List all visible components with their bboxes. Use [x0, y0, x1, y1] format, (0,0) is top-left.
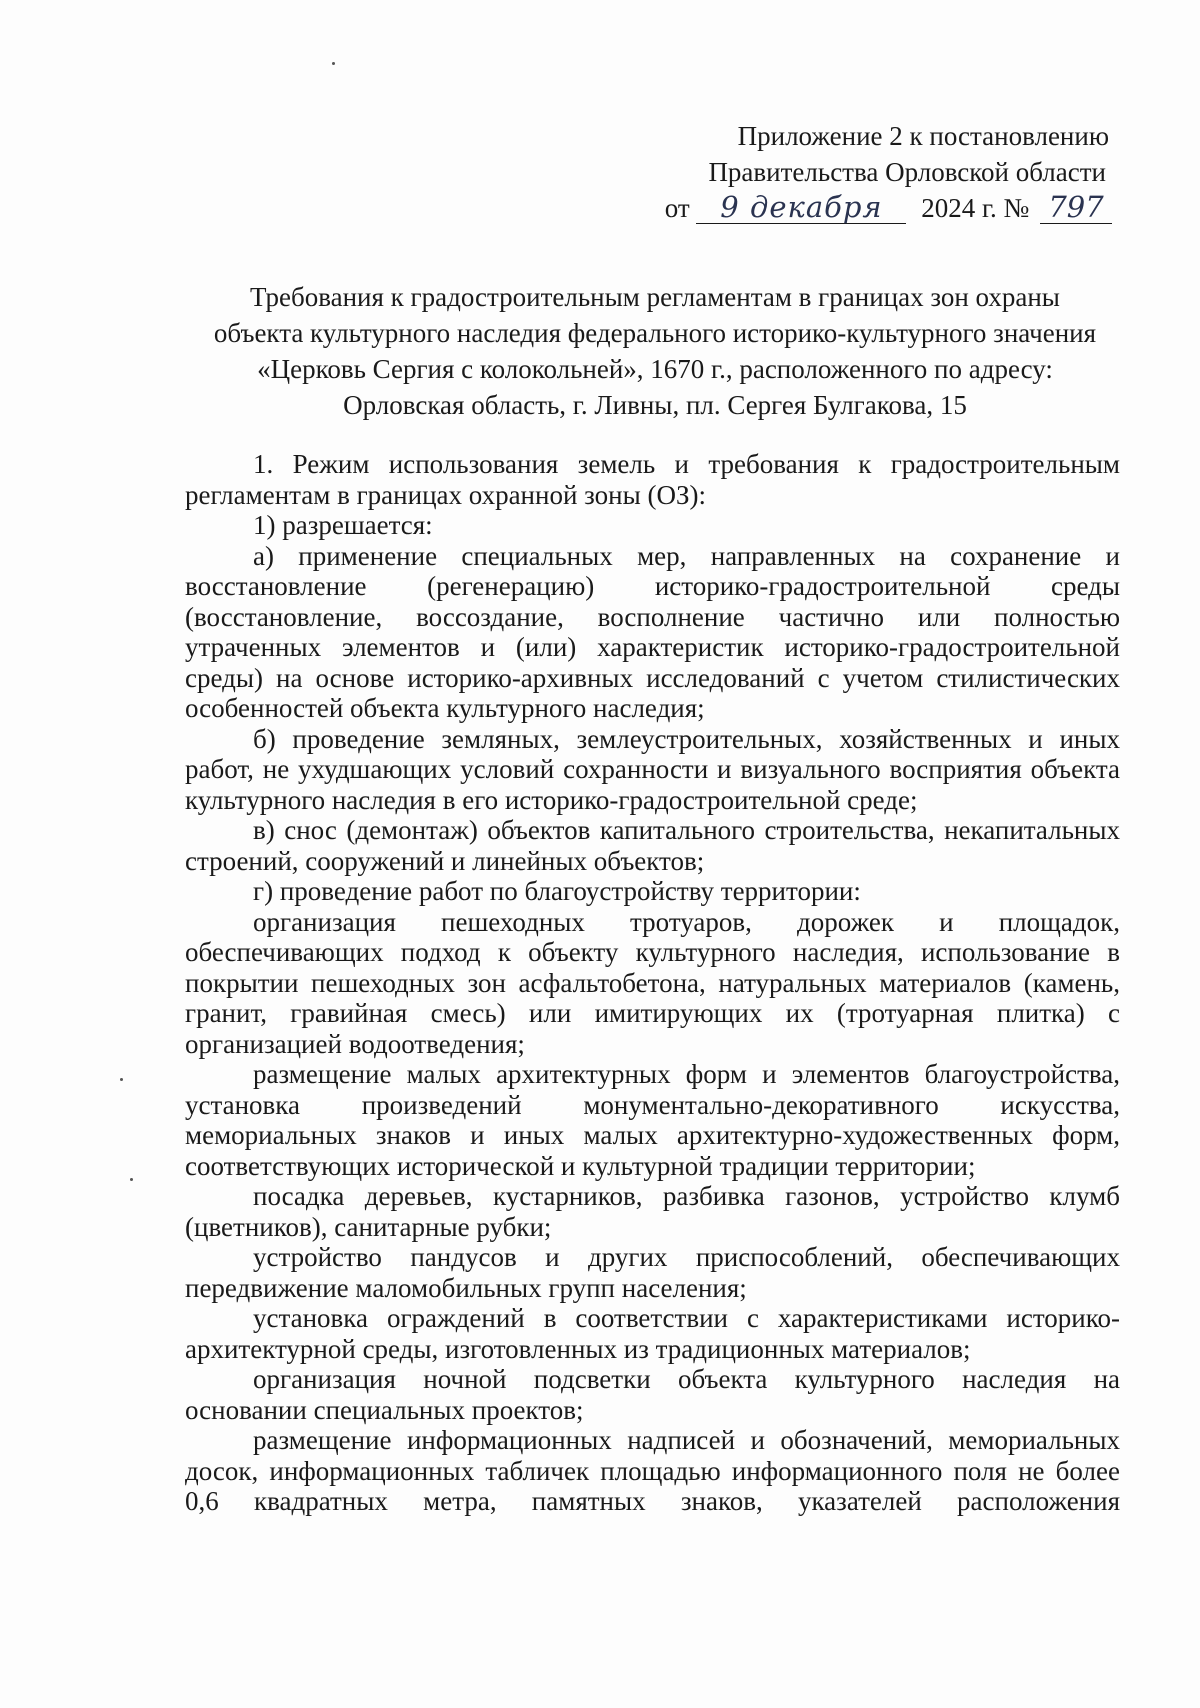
handwritten-number: 797 — [1040, 191, 1112, 224]
document-title — [120, 279, 1190, 423]
paragraph: размещение малых архитектурных форм и элементов благоустройства, установка произведений монументально-декоративного искусства, мемориальных знаков и иных малых архитектурно-художественных форм, соответствующих исторической и культурной традиции территории; — [185, 1059, 1120, 1181]
paragraph: 1) разрешается: — [253, 510, 433, 540]
paragraph: установка ограждений в соответствии с характеристиками историко-архитектурной среды, изготовленных из традиционных материалов; — [185, 1303, 1120, 1364]
date-prefix: от — [664, 193, 690, 223]
year-label: 2024 г. № — [921, 193, 1030, 223]
appendix-line-2: Правительства Орловской области — [708, 157, 1106, 187]
title-line-1: Требования к градостроительным регламентам в границах зон охраны — [250, 282, 1060, 312]
appendix-date-line — [600, 190, 1120, 226]
paragraph: организация ночной подсветки объекта культурного наследия на основании специальных проектов; — [185, 1364, 1120, 1425]
appendix-header — [600, 118, 1120, 226]
title-line-2: объекта культурного наследия федерального историко-культурного значения — [213, 318, 1097, 348]
paragraph: 1. Режим использования земель и требования к градостроительным регламентам в границах охранной зоны (ОЗ): — [185, 449, 1120, 510]
title-line-3: «Церковь Сергия с колокольней», 1670 г., расположенного по адресу: — [257, 354, 1053, 384]
handwritten-date: 9 декабря — [696, 191, 906, 224]
scan-speck — [120, 1078, 123, 1081]
paragraph: посадка деревьев, кустарников, разбивка газонов, устройство клумб (цветников), санитарные рубки; — [185, 1181, 1120, 1242]
paragraph: б) проведение земляных, землеустроительных, хозяйственных и иных работ, не ухудшающих условий сохранности и визуального восприятия объекта культурного наследия в его историко-градостроительной среде; — [185, 723, 1120, 815]
title-line-4: Орловская область, г. Ливны, пл. Сергея Булгакова, 15 — [343, 390, 967, 420]
scan-speck — [332, 62, 335, 65]
scan-speck — [130, 1178, 133, 1181]
paragraph: организация пешеходных тротуаров, дорожек и площадок, обеспечивающих подход к объекту культурного наследия, использование в покрытии пешеходных зон асфальтобетона, натуральных материалов (камень, гранит, гравийная смесь) или имитирующих их (тротуарная плитка) с организацией водоотведения; — [185, 906, 1120, 1059]
paragraph: устройство пандусов и других приспособлений, обеспечивающих передвижение маломобильных групп населения; — [185, 1242, 1120, 1303]
document-body — [185, 449, 1120, 1517]
paragraph: размещение информационных надписей и обозначений, мемориальных досок, информационных табличек площадью информационного поля не более 0,6 квадратных метра, памятных знаков, указателей расположения — [185, 1425, 1120, 1516]
paragraph: а) применение специальных мер, направленных на сохранение и восстановление (регенерацию) историко-градостроительной среды (восстановление, воссоздание, восполнение частично или полностью утраченных элементов и (или) характеристик историко-градостроительной среды) на основе историко-архивных исследований с учетом стилистических особенностей объекта культурного наследия; — [185, 540, 1120, 723]
paragraph: в) снос (демонтаж) объектов капитального строительства, некапитальных строений, сооружений и линейных объектов; — [185, 815, 1120, 876]
paragraph: г) проведение работ по благоустройству территории: — [253, 876, 861, 906]
appendix-line-1: Приложение 2 к постановлению — [737, 121, 1109, 151]
